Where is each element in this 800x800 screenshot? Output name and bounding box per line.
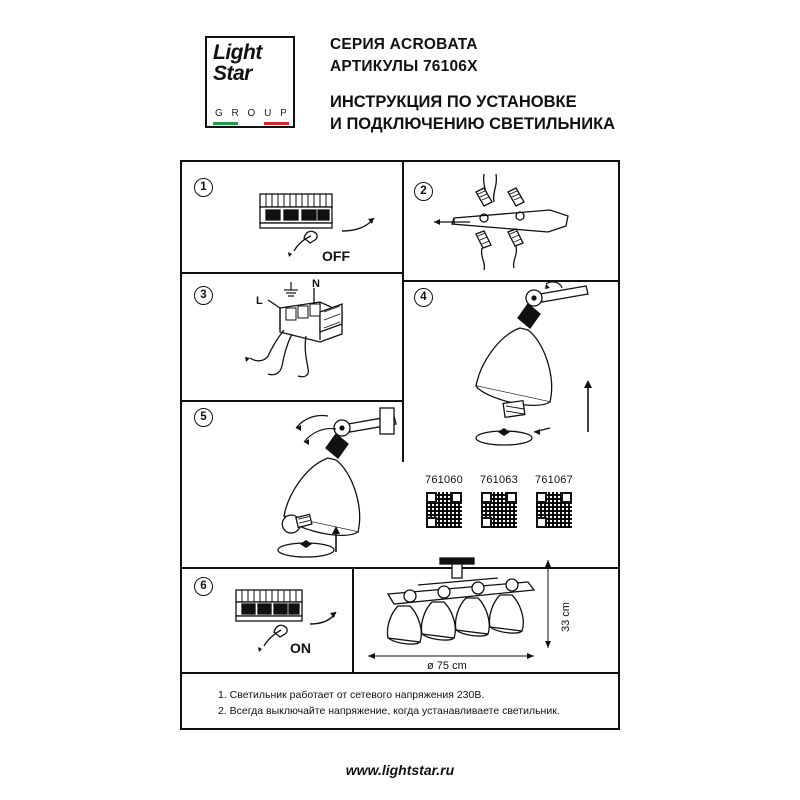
step-3-illustration: [228, 278, 398, 396]
grid-line-v2: [352, 567, 354, 672]
step-number-5: 5: [194, 408, 213, 427]
qr-code-761060: [426, 492, 462, 528]
step-4-illustration: [428, 280, 618, 445]
dimension-diameter: ø 75 cm: [427, 660, 467, 672]
qr-code-761063: [481, 492, 517, 528]
logo-line-star: Star: [213, 62, 252, 86]
dimension-height: 33 cm: [560, 602, 572, 632]
step-6-illustration: [218, 574, 350, 668]
logo-line-light: Light: [213, 41, 262, 64]
step-number-2: 2: [414, 182, 433, 201]
page-title-line-2: И ПОДКЛЮЧЕНИЮ СВЕТИЛЬНИКА: [330, 115, 616, 134]
page-title-line-1: ИНСТРУКЦИЯ ПО УСТАНОВКЕ: [330, 93, 577, 111]
qr-code-761067: [536, 492, 572, 528]
note-1: 1. Светильник работает от сетевого напряжения 230В.: [218, 689, 485, 701]
diagram-frame: [180, 160, 620, 730]
header-block: [330, 36, 760, 136]
article-number: АРТИКУЛЫ 76106X: [330, 58, 478, 75]
product-overview-illustration: [358, 552, 568, 670]
notes-block: [218, 687, 608, 720]
step-5-illustration: [238, 400, 438, 562]
step-1-caption: OFF: [322, 248, 350, 264]
step-number-4: 4: [414, 288, 433, 307]
italian-flag-icon: [213, 122, 289, 125]
terminal-label-neutral: N: [312, 278, 320, 290]
step-number-1: 1: [194, 178, 213, 197]
grid-line-h5: [182, 672, 620, 674]
sku-label-2: 761063: [480, 474, 518, 486]
step-number-6: 6: [194, 577, 213, 596]
logo-group-text: G R O U P: [215, 108, 290, 119]
brand-logo: [205, 36, 295, 128]
step-2-illustration: [432, 172, 612, 277]
note-2: 2. Всегда выключайте напряжение, когда устанавливаете светильник.: [218, 705, 560, 718]
grid-line-h1: [182, 272, 402, 274]
sku-label-1: 761060: [425, 474, 463, 486]
logo-wordmark: [213, 42, 262, 85]
series-title: СЕРИЯ ACROBATA: [330, 36, 478, 53]
step-1-illustration: [222, 176, 397, 268]
website-link[interactable]: www.lightstar.ru: [345, 762, 455, 778]
step-6-caption: ON: [290, 640, 311, 656]
terminal-label-live: L: [256, 295, 263, 307]
sku-label-3: 761067: [535, 474, 573, 486]
step-number-3: 3: [194, 286, 213, 305]
